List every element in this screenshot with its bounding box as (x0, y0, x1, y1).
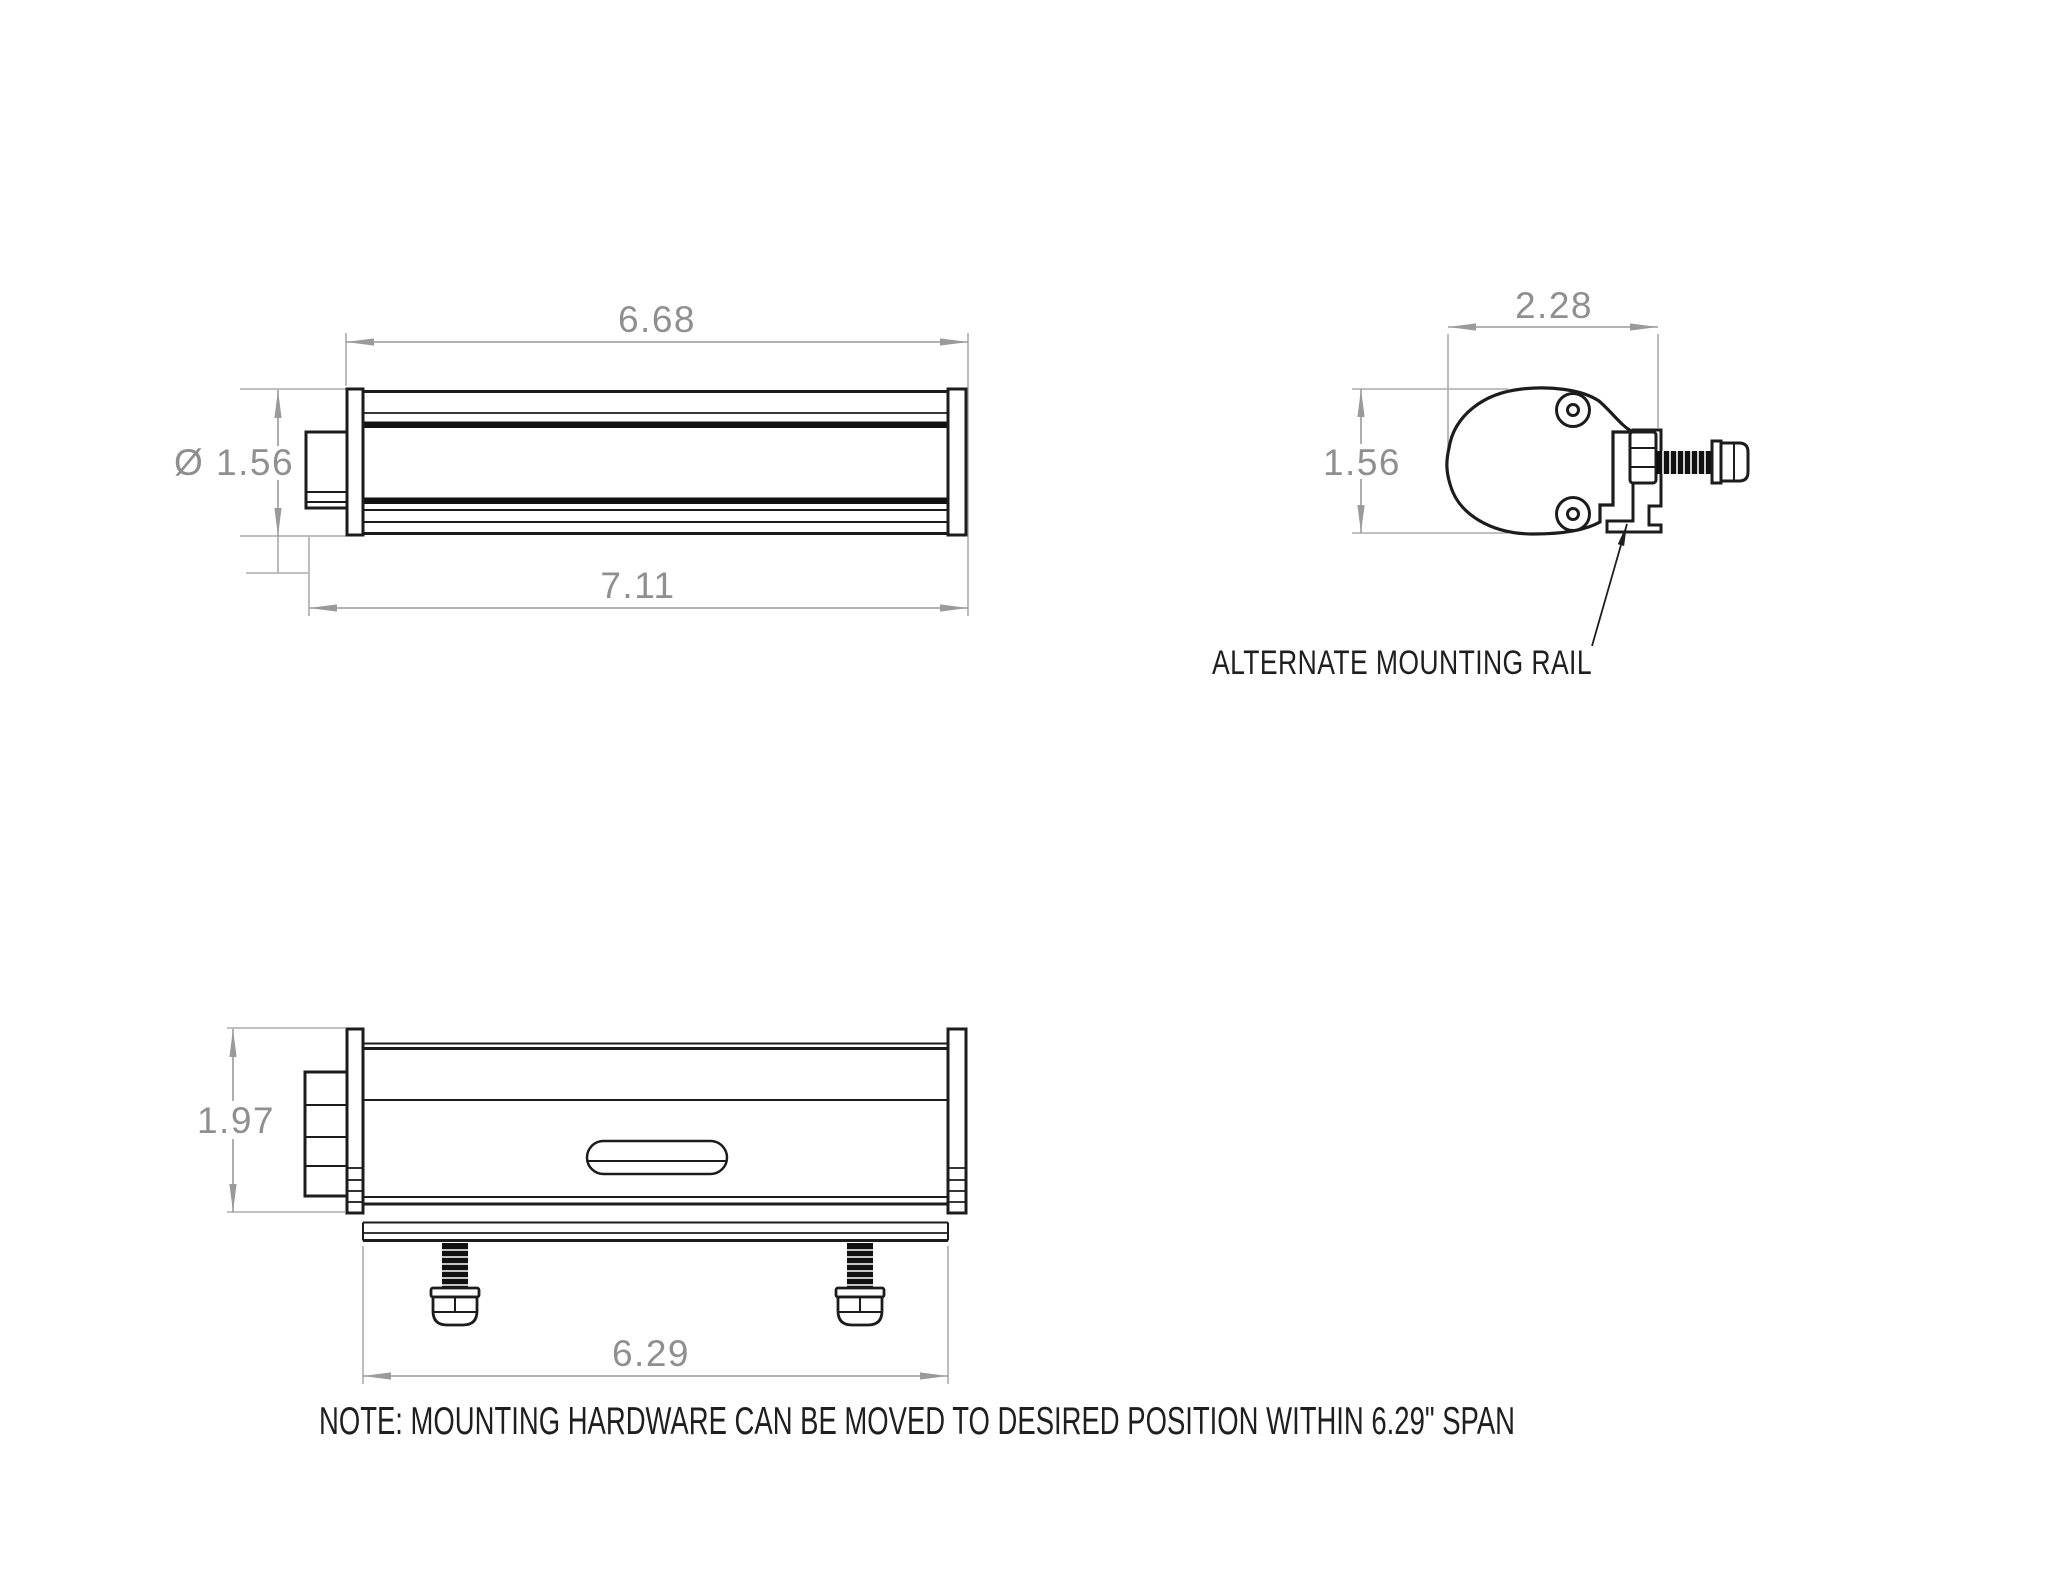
end-cap-left-bottom (347, 1029, 363, 1213)
bottom-dim-span-value: 6.29 (611, 1333, 691, 1374)
front-dim-width-body-value: 6.68 (617, 299, 697, 340)
housing-screw-bottom (1557, 498, 1590, 531)
front-dim-width-total-value: 7.11 (600, 565, 676, 606)
end-cap-left (347, 389, 363, 535)
clamp-nut (1630, 432, 1656, 483)
housing-screw-top (1557, 394, 1590, 427)
bar-upper-seal-band (363, 422, 948, 429)
bottom-dim-height-value: 1.97 (196, 1100, 276, 1141)
bar-lower-seal-band (363, 498, 948, 505)
note-text: NOTE: MOUNTING HARDWARE CAN BE MOVED TO DESIRED POSITION WITHIN 6.29" SPAN (319, 1400, 1515, 1443)
side-dim-width-value: 2.28 (1514, 285, 1594, 326)
rail-callout-label: ALTERNATE MOUNTING RAIL (1212, 644, 1592, 682)
power-connector-front (306, 432, 347, 508)
side-dim-height-value: 1.56 (1322, 442, 1402, 483)
end-cap-right-bottom (948, 1029, 966, 1213)
lens-slot (587, 1141, 727, 1174)
front-dim-height-value: Ø 1.56 (173, 442, 295, 483)
power-connector-bottom (305, 1072, 347, 1196)
end-cap-right (948, 389, 966, 535)
